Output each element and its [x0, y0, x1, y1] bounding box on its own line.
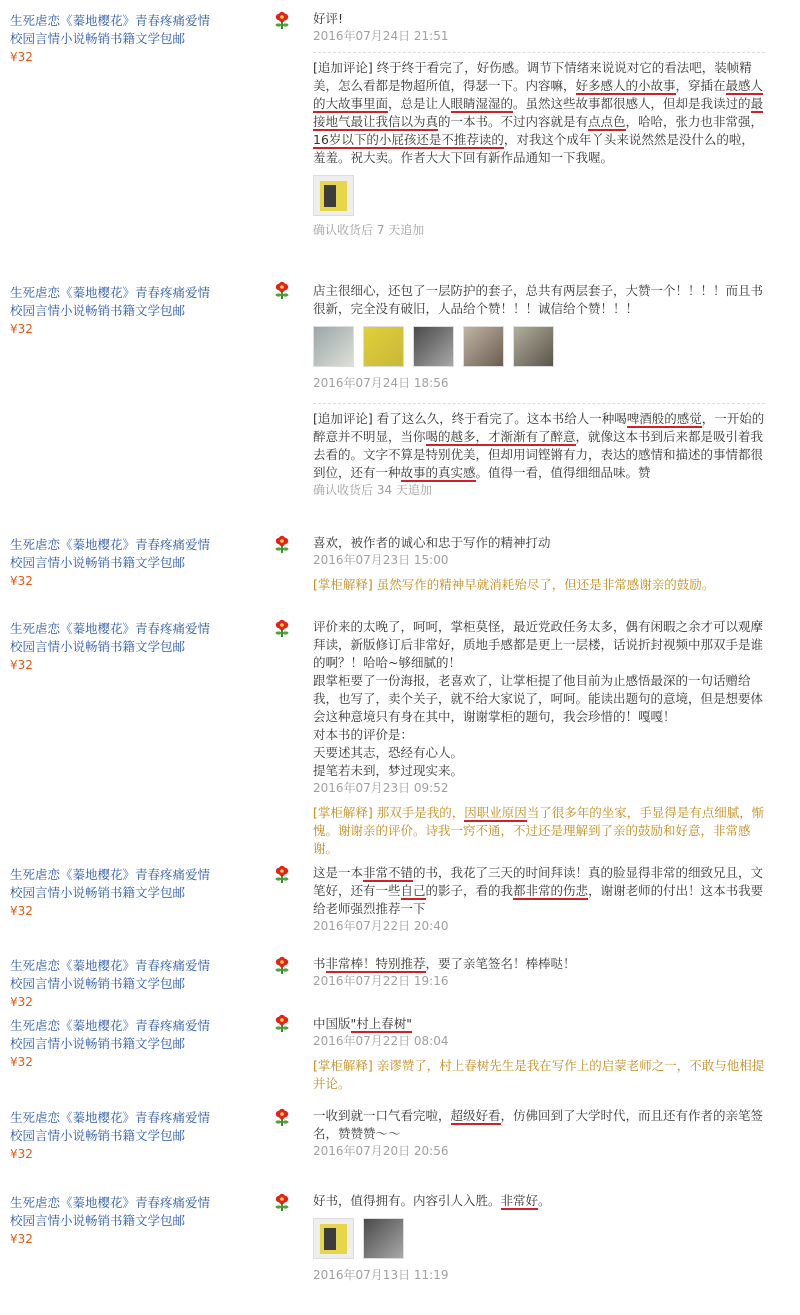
- review-text: [313, 1015, 765, 1033]
- followup-note: 确认收货后 34 天追加: [313, 483, 432, 497]
- review-date: 2016年07月24日 18:56: [313, 376, 449, 390]
- text-segment: ，要了亲笔签名！棒棒哒！: [425, 956, 576, 971]
- divider: [313, 403, 765, 404]
- text-segment: 中国版: [313, 1016, 351, 1031]
- review-date: 2016年07月22日 20:40: [313, 919, 449, 933]
- highlight-text: 非常棒！特别推荐: [325, 956, 426, 971]
- review-text: [313, 864, 765, 918]
- flower-icon: [273, 536, 291, 554]
- product-link[interactable]: [10, 866, 220, 920]
- highlight-text: 因职业原因: [464, 805, 527, 820]
- flower-icon: [273, 282, 291, 300]
- review-content: [313, 282, 765, 498]
- review-content: [313, 955, 765, 989]
- text-segment: [掌柜解释] 那双手是我的，: [313, 805, 465, 820]
- highlight-text: 都非常的伤悲: [513, 883, 589, 898]
- review-date: 2016年07月24日 21:51: [313, 29, 449, 43]
- review-photo-icon[interactable]: [363, 326, 404, 367]
- review-content: [313, 10, 765, 238]
- highlight-text: 最感人的大故事里面: [313, 78, 764, 111]
- review-text: [313, 1107, 765, 1143]
- text-segment: [追加评论] 看了这么久，终于看完了。这本书给人一种喝: [313, 411, 627, 426]
- review-date: 2016年07月22日 19:16: [313, 974, 449, 988]
- highlight-text: 好多感人的小故事: [575, 78, 676, 93]
- product-price: ¥32: [10, 904, 33, 918]
- product-title-line1[interactable]: 生死虐恋《蓁地樱花》青春疼痛爱情: [10, 867, 211, 882]
- product-link[interactable]: [10, 620, 220, 674]
- text-segment: 书: [313, 956, 326, 971]
- review-content: [313, 534, 765, 594]
- text-segment: 的影子，看的我: [425, 883, 514, 898]
- seller-reply: [313, 804, 765, 858]
- flower-icon: [273, 12, 291, 30]
- flower-icon: [273, 957, 291, 975]
- product-link[interactable]: [10, 1017, 220, 1071]
- highlight-text: 超级好看: [450, 1108, 501, 1123]
- seller-reply: [掌柜解释] 亲谬赞了，村上春树先生是我在写作上的启蒙老师之一，不敢与他相提并论。: [313, 1058, 765, 1091]
- highlight-text: 非常不错: [363, 865, 414, 880]
- text-segment: 这是一本: [313, 865, 364, 880]
- product-link[interactable]: [10, 1109, 220, 1163]
- product-title-line2[interactable]: 校园言情小说畅销书籍文学包邮: [10, 555, 186, 570]
- text-segment: 的书，我花了三天的时间拜读！真的脸显得非常的细致兄且，文笔好，还有一些: [313, 865, 764, 898]
- review-photo-icon[interactable]: [313, 1218, 354, 1259]
- review-text-line: 天要述其志，恐经有心人。: [313, 745, 464, 760]
- highlight-text: "村上春树": [350, 1016, 413, 1031]
- review-date: 2016年07月23日 09:52: [313, 781, 449, 795]
- review-date: 2016年07月20日 20:56: [313, 1144, 449, 1158]
- review-content: [313, 1107, 765, 1159]
- review-content: [313, 864, 765, 934]
- product-link[interactable]: [10, 536, 220, 590]
- review-photo-icon[interactable]: [463, 326, 504, 367]
- product-title-line2[interactable]: 校园言情小说畅销书籍文学包邮: [10, 1036, 186, 1051]
- product-title-line1[interactable]: 生死虐恋《蓁地樱花》青春疼痛爱情: [10, 621, 211, 636]
- flower-icon: [273, 1109, 291, 1127]
- product-title-line1[interactable]: 生死虐恋《蓁地樱花》青春疼痛爱情: [10, 537, 211, 552]
- review-text: [313, 1192, 765, 1210]
- text-segment: 当了很多年的坐家，手显得是有点细腻，惭愧。谢谢亲的评价。诗我一窍不通，不过还是理解到了亲的鼓励和好意，非常感谢。: [313, 805, 765, 856]
- text-segment: 。虽然这些故事都很感人，但却是我读过的: [513, 96, 751, 111]
- review-text: [313, 955, 765, 973]
- text-segment: ，就像这本书到后来都是吸引着我去看的。文字不算是特别优美，但却用词铿锵有力，表达的感情和描述的事情都很到位，还有一种: [313, 429, 764, 480]
- product-title-line2[interactable]: 校园言情小说畅销书籍文学包邮: [10, 639, 186, 654]
- product-title-line2[interactable]: 校园言情小说畅销书籍文学包邮: [10, 303, 186, 318]
- highlight-text: 故事的真实感: [400, 465, 476, 480]
- review-date: 2016年07月23日 15:00: [313, 553, 449, 567]
- product-price: ¥32: [10, 50, 33, 64]
- photo-list: [313, 326, 765, 367]
- text-segment: 。值得一看，值得细细品味。赞: [475, 465, 651, 480]
- review-text-line: 跟掌柜要了一份海报，老喜欢了，让掌柜提了他目前为止感悟最深的一句话赠给我，也写了，卖个关子，就不给大家说了，呵呵。能读出题句的意境，但是想要体会这种意境只有身在其中，谢谢掌柜的题句，我会珍惜的！嘎嘎！: [313, 673, 764, 724]
- review-date: 2016年07月13日 11:19: [313, 1268, 449, 1282]
- review-text-line: 对本书的评价是：: [313, 727, 414, 742]
- text-segment: [追加评论] 终于终于看完了，好伤感。调节下情绪来说说对它的看法吧，装帧精美，怎么看都是物超所值，得瑟一下。内容嘛，: [313, 60, 752, 93]
- review-photo-icon[interactable]: [413, 326, 454, 367]
- followup-text: [313, 410, 765, 482]
- text-segment: ，一开始的醉意并不明显，当你: [313, 411, 765, 444]
- highlight-text: 啤酒般的感觉: [626, 411, 702, 426]
- review-photo-icon[interactable]: [313, 175, 354, 216]
- text-segment: ，哈哈，张力也非常强，: [625, 114, 764, 129]
- product-title-line1[interactable]: 生死虐恋《蓁地樱花》青春疼痛爱情: [10, 1195, 211, 1210]
- product-link[interactable]: [10, 957, 220, 1009]
- product-price: ¥32: [10, 995, 33, 1009]
- photo-list: [313, 1218, 765, 1259]
- flower-icon: [273, 620, 291, 638]
- followup-text: [313, 59, 765, 167]
- product-link[interactable]: [10, 284, 220, 338]
- flower-icon: [273, 866, 291, 884]
- text-segment: ，仿佛回到了大学时代，而且还有作者的亲笔签名，赞赞赞～～: [313, 1108, 764, 1141]
- highlight-text: 点点色: [588, 114, 626, 129]
- product-title-line1[interactable]: 生死虐恋《蓁地樱花》青春疼痛爱情: [10, 1018, 211, 1033]
- product-price: ¥32: [10, 1232, 33, 1246]
- review-content: [313, 618, 765, 858]
- text-segment: ，总是让人: [388, 96, 451, 111]
- review-photo-icon[interactable]: [363, 1218, 404, 1259]
- seller-reply: [掌柜解释] 虽然写作的精神早就消耗殆尽了，但还是非常感谢亲的鼓励。: [313, 577, 715, 592]
- review-content: [313, 1015, 765, 1093]
- product-price: ¥32: [10, 1055, 33, 1069]
- highlight-text: 最接地气最让我信以为真: [313, 96, 764, 129]
- product-price: ¥32: [10, 1147, 33, 1161]
- text-segment: ，对我这个成年丫头来说然然是没什么的啦，羞羞。祝大卖。作者大大下回有新作品通知一下我喔。: [313, 132, 754, 165]
- flower-icon: [273, 1015, 291, 1033]
- text-segment: ，穿插在: [675, 78, 726, 93]
- flower-icon: [273, 1194, 291, 1212]
- product-title-line2[interactable]: 校园言情小说畅销书籍文学包邮: [10, 31, 186, 46]
- text-segment: 好书，值得拥有。内容引人入胜。: [313, 1193, 501, 1208]
- followup-note: 确认收货后 7 天追加: [313, 223, 425, 237]
- product-title-line1[interactable]: 生死虐恋《蓁地樱花》青春疼痛爱情: [10, 285, 211, 300]
- product-link[interactable]: [10, 1194, 220, 1248]
- product-title-line1[interactable]: 生死虐恋《蓁地樱花》青春疼痛爱情: [10, 958, 211, 973]
- highlight-text: 喝的越多，才渐渐有了醉意: [425, 429, 576, 444]
- product-title-line2[interactable]: 校园言情小说畅销书籍文学包邮: [10, 1213, 186, 1228]
- review-date: 2016年07月22日 08:04: [313, 1034, 449, 1048]
- product-title-line2[interactable]: 校园言情小说畅销书籍文学包邮: [10, 885, 186, 900]
- highlight-text: 非常好: [500, 1193, 539, 1208]
- review-text: 好评!: [313, 11, 344, 26]
- review-photo-icon[interactable]: [513, 326, 554, 367]
- divider: [313, 52, 765, 53]
- text-segment: ，谢谢老师的付出！这本书我要给老师强烈推荐一下: [313, 883, 764, 916]
- product-link[interactable]: [10, 12, 220, 66]
- text-segment: 的一本书。不过内容就是有: [438, 114, 589, 129]
- product-price: ¥32: [10, 574, 33, 588]
- product-title-line2[interactable]: 校园言情小说畅销书籍文学包邮: [10, 976, 186, 991]
- highlight-text: 自己: [400, 883, 426, 898]
- product-title-line2[interactable]: 校园言情小说畅销书籍文学包邮: [10, 1128, 186, 1143]
- text-segment: 。: [538, 1193, 551, 1208]
- product-price: ¥32: [10, 658, 33, 672]
- review-text: 喜欢，被作者的诚心和忠于写作的精神打动: [313, 535, 551, 550]
- highlight-text: 16岁以下的小屁孩还是不推荐读的: [313, 132, 504, 147]
- review-content: [313, 1192, 765, 1283]
- product-title-line1[interactable]: 生死虐恋《蓁地樱花》青春疼痛爱情: [10, 13, 211, 28]
- review-text-line: 评价来的太晚了，呵呵，掌柜莫怪，最近党政任务太多，偶有闲暇之余才可以观摩拜读，新版修订后非常好，质地手感都是更上一层楼，话说折封视频中那双手是谁的啊？！哈哈~够细腻的！: [313, 619, 764, 670]
- product-price: ¥32: [10, 322, 33, 336]
- text-segment: 一收到就一口气看完啦，: [313, 1108, 451, 1123]
- review-photo-icon[interactable]: [313, 326, 354, 367]
- review-text-line: 提笔若未到，梦过现实来。: [313, 763, 464, 778]
- photo-list: [313, 175, 765, 216]
- highlight-text: 眼睛湿湿的: [450, 96, 514, 111]
- product-title-line1[interactable]: 生死虐恋《蓁地樱花》青春疼痛爱情: [10, 1110, 211, 1125]
- review-text: 店主很细心，还包了一层防护的套子，总共有两层套子，大赞一个！！！！而且书很新，完全没有破旧，人品给个赞！！！诚信给个赞！！！: [313, 283, 764, 316]
